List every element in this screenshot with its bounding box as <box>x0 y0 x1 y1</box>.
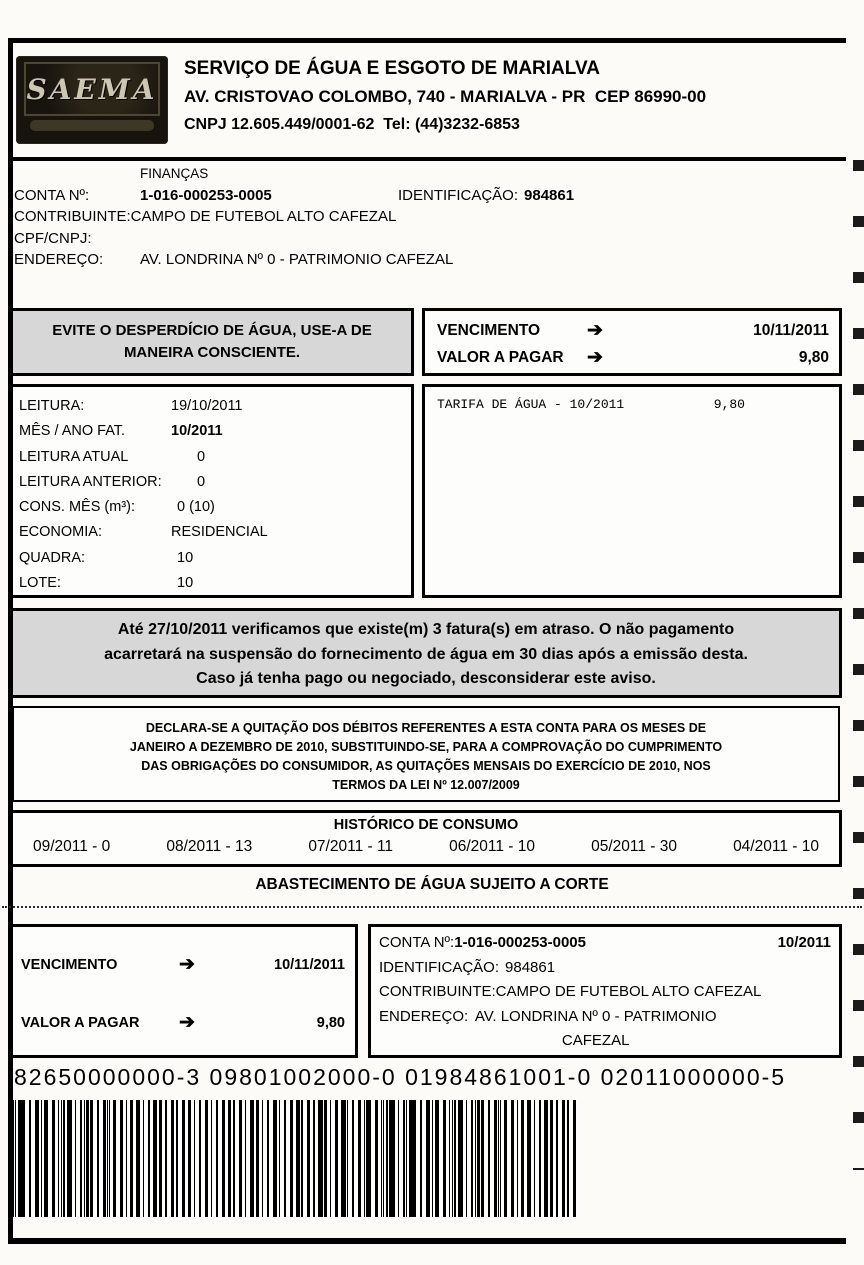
payment-summary-box <box>422 308 842 376</box>
history-item: 09/2011 - 0 <box>33 838 111 855</box>
reading-label: LEITURA ANTERIOR: <box>19 473 162 490</box>
consumption-history-items <box>13 833 839 856</box>
stub-valor-row <box>21 1011 345 1035</box>
cpf-label: CPF/CNPJ: <box>14 229 92 247</box>
org-header-lines <box>184 56 706 144</box>
history-item: 06/2011 - 10 <box>449 838 536 855</box>
stub-conta-value: 1-016-000253-0005 <box>454 934 586 951</box>
history-item: 05/2011 - 30 <box>591 838 677 855</box>
stub-conta-row <box>379 931 831 956</box>
declaration-line1: DECLARA-SE A QUITAÇÃO DOS DÉBITOS REFERENTES A ESTA CONTA PARA OS MESES DE <box>145 721 707 735</box>
arrow-icon: ➔ <box>179 1012 195 1033</box>
header-divider-rule <box>8 157 846 161</box>
meter-reading-box <box>10 384 414 598</box>
overdue-line2: acarretará na suspensão do fornecimento de água em 30 dias após a emissão desta. <box>104 645 748 663</box>
stub-vencimento-row <box>21 953 345 977</box>
stub-payment-box <box>10 924 358 1058</box>
reading-value: 0 (10) <box>177 499 215 516</box>
reading-row <box>19 495 411 520</box>
stub-contribuinte-row <box>379 980 831 1005</box>
payment-stub-row <box>10 924 842 1058</box>
barcode <box>12 1100 578 1217</box>
declaration-line4: TERMOS DA LEI Nº 12.007/2009 <box>332 778 520 792</box>
saema-logo <box>16 56 168 144</box>
reading-label: LEITURA ATUAL <box>19 448 129 465</box>
declaration-line2: JANEIRO A DEZEMBRO DE 2010, SUBSTITUINDO-SE, PARA A COMPROVAÇÃO DO CUMPRIMENTO <box>129 740 723 754</box>
consumption-history-box <box>10 810 842 867</box>
reading-label: QUADRA: <box>19 549 86 566</box>
stub-ident-label: IDENTIFICAÇÃO: <box>379 958 500 976</box>
reading-and-tariff-row <box>10 384 842 598</box>
org-address: AV. CRISTOVAO COLOMBO, 740 - MARIALVA - PR CEP 86990-00 <box>184 87 707 106</box>
identificacao-value: 984861 <box>524 186 575 204</box>
account-info-block <box>14 163 838 271</box>
bill-header <box>16 56 706 144</box>
account-number-row <box>14 185 838 207</box>
reading-row <box>19 445 411 470</box>
reading-label: LOTE: <box>19 575 61 592</box>
reading-label: ECONOMIA: <box>19 524 102 541</box>
stub-account-box <box>368 924 842 1058</box>
org-cnpj-tel: CNPJ 12.605.449/0001-62 Tel: (44)3232-6853 <box>184 116 520 133</box>
reading-label: MÊS / ANO FAT. <box>19 423 126 440</box>
endereco-row <box>14 249 838 271</box>
reading-row <box>19 470 411 495</box>
stub-valor-value: 9,80 <box>316 1015 345 1031</box>
bottom-border-rule <box>8 1238 846 1244</box>
tariff-detail-box <box>422 384 842 598</box>
perforation-line <box>2 906 862 908</box>
reading-row <box>19 520 411 545</box>
overdue-line3: Caso já tenha pago ou negociado, desconsiderar este aviso. <box>196 670 656 687</box>
stub-endereco-label: ENDEREÇO: <box>379 1007 469 1025</box>
saema-logo-banner <box>30 120 154 131</box>
eco-notice-line2: MANEIRA CONSCIENTE. <box>123 344 301 361</box>
stub-conta-label: CONTA Nº: <box>379 934 455 951</box>
stub-valor-label: VALOR A PAGAR <box>21 1015 140 1031</box>
endereco-value: AV. LONDRINA Nº 0 - PATRIMONIO CAFEZAL <box>140 251 454 268</box>
binding-marks <box>853 160 864 1170</box>
reading-value: RESIDENCIAL <box>171 524 268 541</box>
contribuinte-value: CAMPO DE FUTEBOL ALTO CAFEZAL <box>130 208 397 225</box>
history-item: 04/2011 - 10 <box>733 838 819 855</box>
arrow-icon: ➔ <box>587 320 603 341</box>
valor-label: VALOR A PAGAR <box>437 349 564 366</box>
stub-ident-row <box>379 956 831 981</box>
top-border-rule <box>8 38 846 43</box>
reading-row <box>19 571 411 596</box>
conta-label: CONTA Nº: <box>14 186 90 204</box>
reading-value: 10/2011 <box>171 423 223 440</box>
barcode-digit-line: 82650000000-3 09801002000-0 01984861001-0 02011000000-5 <box>14 1064 787 1090</box>
saema-logo-emblem <box>24 62 160 116</box>
contribuinte-label: CONTRIBUINTE: <box>14 208 131 225</box>
department-label: FINANÇAS <box>140 166 209 181</box>
reading-row <box>19 394 411 419</box>
reading-value: 10 <box>177 549 194 566</box>
overdue-line1: Até 27/10/2011 verificamos que existe(m) 3 fatura(s) em atraso. O não pagamento <box>117 621 735 638</box>
history-item: 08/2011 - 13 <box>166 838 253 855</box>
valor-row <box>437 344 829 371</box>
identificacao-label: IDENTIFICAÇÃO: <box>398 186 519 204</box>
valor-value: 9,80 <box>798 349 829 366</box>
endereco-label: ENDEREÇO: <box>14 251 104 268</box>
vencimento-value: 10/11/2011 <box>753 322 829 339</box>
declaration-line3: DAS OBRIGAÇÕES DO CONSUMIDOR, AS QUITAÇÕES MENSAIS DO EXERCÍCIO DE 2010, NOS <box>141 759 711 773</box>
stub-vencimento-value: 10/11/2011 <box>274 957 345 973</box>
consumption-history-title: HISTÓRICO DE CONSUMO <box>333 817 519 833</box>
eco-notice-box <box>10 308 414 376</box>
reading-row <box>19 419 411 444</box>
reading-label: LEITURA: <box>19 398 85 414</box>
declaration-box <box>12 706 840 802</box>
reading-row <box>19 546 411 571</box>
stub-ref-month: 10/2011 <box>777 934 831 951</box>
stub-ident-value: 984861 <box>505 958 556 976</box>
vencimento-row <box>437 317 829 344</box>
saema-logo-text: SAEMA <box>26 72 158 106</box>
overdue-warning-box <box>10 608 842 698</box>
conta-number: 1-016-000253-0005 <box>140 186 272 204</box>
stub-endereco-value: AV. LONDRINA Nº 0 - PATRIMONIO CAFEZAL <box>474 1007 717 1049</box>
stub-endereco-row <box>379 1005 831 1054</box>
stub-contribuinte-value: CAMPO DE FUTEBOL ALTO CAFEZAL <box>495 983 762 1000</box>
supply-cut-notice: ABASTECIMENTO DE ÁGUA SUJEITO A CORTE <box>255 876 609 893</box>
cpf-row <box>14 228 838 250</box>
notice-and-payment-row <box>10 308 842 376</box>
eco-notice-line1: EVITE O DESPERDÍCIO DE ÁGUA, USE-A DE <box>52 322 372 339</box>
tariff-value: 9,80 <box>713 397 745 412</box>
reading-label: CONS. MÊS (m³): <box>19 499 135 516</box>
arrow-icon: ➔ <box>587 347 603 368</box>
vencimento-label: VENCIMENTO <box>437 322 541 339</box>
history-item: 07/2011 - 11 <box>308 838 394 855</box>
reading-value: 0 <box>197 448 206 465</box>
arrow-icon: ➔ <box>179 954 195 975</box>
org-name: SERVIÇO DE ÁGUA E ESGOTO DE MARIALVA <box>184 58 600 79</box>
reading-value: 10 <box>177 575 194 592</box>
stub-vencimento-label: VENCIMENTO <box>21 957 118 973</box>
contribuinte-row <box>14 206 838 228</box>
reading-value: 0 <box>197 473 206 490</box>
tariff-description: TARIFA DE ÁGUA - 10/2011 <box>437 397 625 412</box>
stub-contribuinte-label: CONTRIBUINTE: <box>379 983 496 1000</box>
reading-value: 19/10/2011 <box>171 398 243 414</box>
